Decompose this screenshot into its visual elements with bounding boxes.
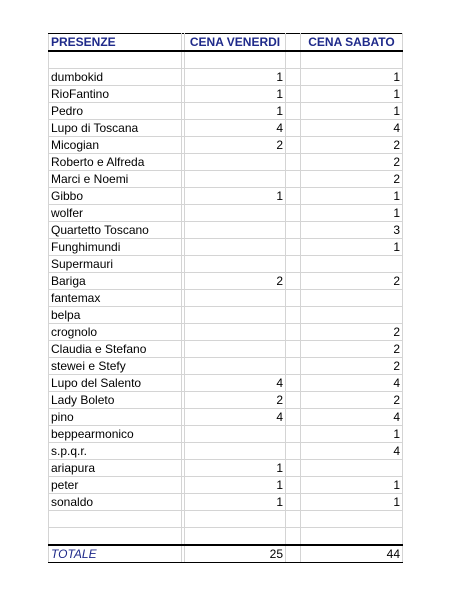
attendance-table (48, 33, 403, 563)
empty-cell[interactable] (286, 86, 301, 103)
friday-count-cell[interactable]: 2 (185, 392, 286, 409)
saturday-count-cell[interactable]: 1 (301, 188, 403, 205)
attendee-name-cell[interactable]: peter (49, 477, 182, 494)
friday-total-cell[interactable]: 25 (185, 545, 286, 563)
empty-cell[interactable] (286, 171, 301, 188)
blank-row (49, 511, 403, 528)
saturday-count-cell[interactable]: 4 (301, 375, 403, 392)
saturday-count-cell[interactable]: 3 (301, 222, 403, 239)
friday-count-cell[interactable] (185, 426, 286, 443)
table-row (49, 358, 403, 375)
attendee-name-cell[interactable]: belpa (49, 307, 182, 324)
saturday-count-cell[interactable]: 1 (301, 426, 403, 443)
table-row (49, 239, 403, 256)
friday-count-cell[interactable] (185, 256, 286, 273)
empty-cell[interactable] (286, 103, 301, 120)
friday-count-cell[interactable]: 1 (185, 477, 286, 494)
total-label-cell[interactable]: TOTALE (49, 545, 182, 563)
empty-cell[interactable] (286, 137, 301, 154)
saturday-count-cell[interactable]: 2 (301, 137, 403, 154)
blank-row (49, 528, 403, 546)
empty-cell[interactable] (185, 511, 286, 528)
table-row (49, 375, 403, 392)
attendee-name-cell[interactable]: RioFantino (49, 86, 182, 103)
attendee-name-cell[interactable]: Lady Boleto (49, 392, 182, 409)
saturday-count-cell[interactable]: 4 (301, 443, 403, 460)
total-row (49, 545, 403, 563)
attendee-name-cell[interactable]: Pedro (49, 103, 182, 120)
attendee-name-cell[interactable]: fantemax (49, 290, 182, 307)
table-row (49, 137, 403, 154)
saturday-count-cell[interactable]: 2 (301, 171, 403, 188)
empty-cell[interactable] (286, 409, 301, 426)
attendee-name-cell[interactable]: ariapura (49, 460, 182, 477)
table-row (49, 154, 403, 171)
attendee-name-cell[interactable]: Lupo di Toscana (49, 120, 182, 137)
table-row (49, 86, 403, 103)
attendee-name-cell[interactable]: Claudia e Stefano (49, 341, 182, 358)
header-cena-sabato[interactable]: CENA SABATO (301, 34, 403, 52)
friday-count-cell[interactable] (185, 205, 286, 222)
friday-count-cell[interactable]: 2 (185, 137, 286, 154)
table-row (49, 426, 403, 443)
attendee-name-cell[interactable]: Micogian (49, 137, 182, 154)
table-row (49, 341, 403, 358)
empty-cell[interactable] (301, 51, 403, 69)
table-row (49, 477, 403, 494)
table-row (49, 443, 403, 460)
table-row (49, 188, 403, 205)
empty-cell[interactable] (185, 528, 286, 546)
empty-cell[interactable] (286, 307, 301, 324)
attendee-name-cell[interactable]: Funghimundi (49, 239, 182, 256)
empty-cell[interactable] (286, 154, 301, 171)
friday-count-cell[interactable]: 4 (185, 409, 286, 426)
friday-count-cell[interactable]: 1 (185, 69, 286, 86)
empty-cell[interactable] (286, 545, 301, 563)
friday-count-cell[interactable]: 1 (185, 86, 286, 103)
empty-cell[interactable] (286, 341, 301, 358)
saturday-count-cell[interactable]: 2 (301, 273, 403, 290)
attendee-name-cell[interactable]: Gibbo (49, 188, 182, 205)
attendee-name-cell[interactable]: Roberto e Alfreda (49, 154, 182, 171)
table-row (49, 409, 403, 426)
friday-count-cell[interactable]: 4 (185, 120, 286, 137)
empty-cell[interactable] (286, 460, 301, 477)
blank-row (49, 51, 403, 69)
header-presenze[interactable]: PRESENZE (49, 34, 182, 52)
friday-count-cell[interactable]: 4 (185, 375, 286, 392)
friday-count-cell[interactable] (185, 307, 286, 324)
empty-cell[interactable] (286, 511, 301, 528)
saturday-count-cell[interactable]: 1 (301, 205, 403, 222)
table-row (49, 392, 403, 409)
friday-count-cell[interactable] (185, 222, 286, 239)
empty-cell[interactable] (286, 256, 301, 273)
table-row (49, 171, 403, 188)
empty-cell[interactable] (286, 494, 301, 511)
empty-cell[interactable] (286, 205, 301, 222)
saturday-count-cell[interactable]: 4 (301, 120, 403, 137)
header-row (49, 34, 403, 52)
saturday-count-cell[interactable]: 1 (301, 494, 403, 511)
friday-count-cell[interactable] (185, 443, 286, 460)
empty-cell[interactable] (286, 239, 301, 256)
attendee-name-cell[interactable]: Marci e Noemi (49, 171, 182, 188)
empty-cell[interactable] (286, 222, 301, 239)
friday-count-cell[interactable] (185, 154, 286, 171)
friday-count-cell[interactable] (185, 358, 286, 375)
header-cena-venerdi[interactable]: CENA VENERDI (185, 34, 286, 52)
attendee-name-cell[interactable]: Quartetto Toscano (49, 222, 182, 239)
table-row (49, 120, 403, 137)
friday-count-cell[interactable] (185, 171, 286, 188)
table-row (49, 273, 403, 290)
saturday-count-cell[interactable]: 1 (301, 239, 403, 256)
saturday-count-cell[interactable] (301, 307, 403, 324)
friday-count-cell[interactable]: 1 (185, 494, 286, 511)
table-row (49, 103, 403, 120)
empty-cell[interactable] (286, 528, 301, 546)
saturday-count-cell[interactable]: 1 (301, 477, 403, 494)
friday-count-cell[interactable] (185, 290, 286, 307)
table-row (49, 69, 403, 86)
table-row (49, 494, 403, 511)
attendee-name-cell[interactable]: sonaldo (49, 494, 182, 511)
friday-count-cell[interactable]: 1 (185, 188, 286, 205)
empty-cell[interactable] (301, 511, 403, 528)
empty-cell[interactable] (49, 528, 182, 546)
saturday-count-cell[interactable]: 2 (301, 324, 403, 341)
saturday-count-cell[interactable]: 2 (301, 341, 403, 358)
saturday-count-cell[interactable]: 1 (301, 69, 403, 86)
saturday-count-cell[interactable]: 1 (301, 103, 403, 120)
friday-count-cell[interactable] (185, 341, 286, 358)
empty-cell[interactable] (286, 51, 301, 69)
saturday-count-cell[interactable]: 2 (301, 392, 403, 409)
empty-cell[interactable] (301, 528, 403, 546)
table-row (49, 222, 403, 239)
empty-cell[interactable] (286, 358, 301, 375)
saturday-count-cell[interactable]: 2 (301, 358, 403, 375)
empty-cell[interactable] (286, 188, 301, 205)
saturday-count-cell[interactable]: 4 (301, 409, 403, 426)
empty-cell[interactable] (286, 392, 301, 409)
saturday-count-cell[interactable]: 1 (301, 86, 403, 103)
attendee-name-cell[interactable]: Supermauri (49, 256, 182, 273)
friday-count-cell[interactable]: 1 (185, 103, 286, 120)
empty-cell[interactable] (286, 273, 301, 290)
saturday-total-cell[interactable]: 44 (301, 545, 403, 563)
empty-cell[interactable] (286, 443, 301, 460)
empty-cell[interactable] (185, 51, 286, 69)
attendee-name-cell[interactable]: crognolo (49, 324, 182, 341)
attendee-name-cell[interactable]: wolfer (49, 205, 182, 222)
empty-cell[interactable] (286, 69, 301, 86)
saturday-count-cell[interactable] (301, 460, 403, 477)
table-row (49, 460, 403, 477)
friday-count-cell[interactable] (185, 324, 286, 341)
saturday-count-cell[interactable] (301, 256, 403, 273)
attendee-name-cell[interactable]: stewei e Stefy (49, 358, 182, 375)
empty-cell[interactable] (286, 34, 301, 52)
empty-cell[interactable] (49, 51, 182, 69)
table-row (49, 307, 403, 324)
attendee-name-cell[interactable]: dumbokid (49, 69, 182, 86)
attendee-name-cell[interactable]: Lupo del Salento (49, 375, 182, 392)
friday-count-cell[interactable]: 1 (185, 460, 286, 477)
attendee-name-cell[interactable]: Bariga (49, 273, 182, 290)
table-row (49, 256, 403, 273)
attendance-spreadsheet (48, 33, 402, 563)
empty-cell[interactable] (286, 290, 301, 307)
saturday-count-cell[interactable] (301, 290, 403, 307)
table-row (49, 290, 403, 307)
empty-cell[interactable] (286, 120, 301, 137)
empty-cell[interactable] (49, 511, 182, 528)
attendee-name-cell[interactable]: pino (49, 409, 182, 426)
empty-cell[interactable] (286, 375, 301, 392)
friday-count-cell[interactable]: 2 (185, 273, 286, 290)
table-row (49, 205, 403, 222)
attendee-name-cell[interactable]: s.p.q.r. (49, 443, 182, 460)
empty-cell[interactable] (286, 426, 301, 443)
empty-cell[interactable] (286, 477, 301, 494)
empty-cell[interactable] (286, 324, 301, 341)
table-row (49, 324, 403, 341)
attendee-name-cell[interactable]: beppearmonico (49, 426, 182, 443)
friday-count-cell[interactable] (185, 239, 286, 256)
saturday-count-cell[interactable]: 2 (301, 154, 403, 171)
